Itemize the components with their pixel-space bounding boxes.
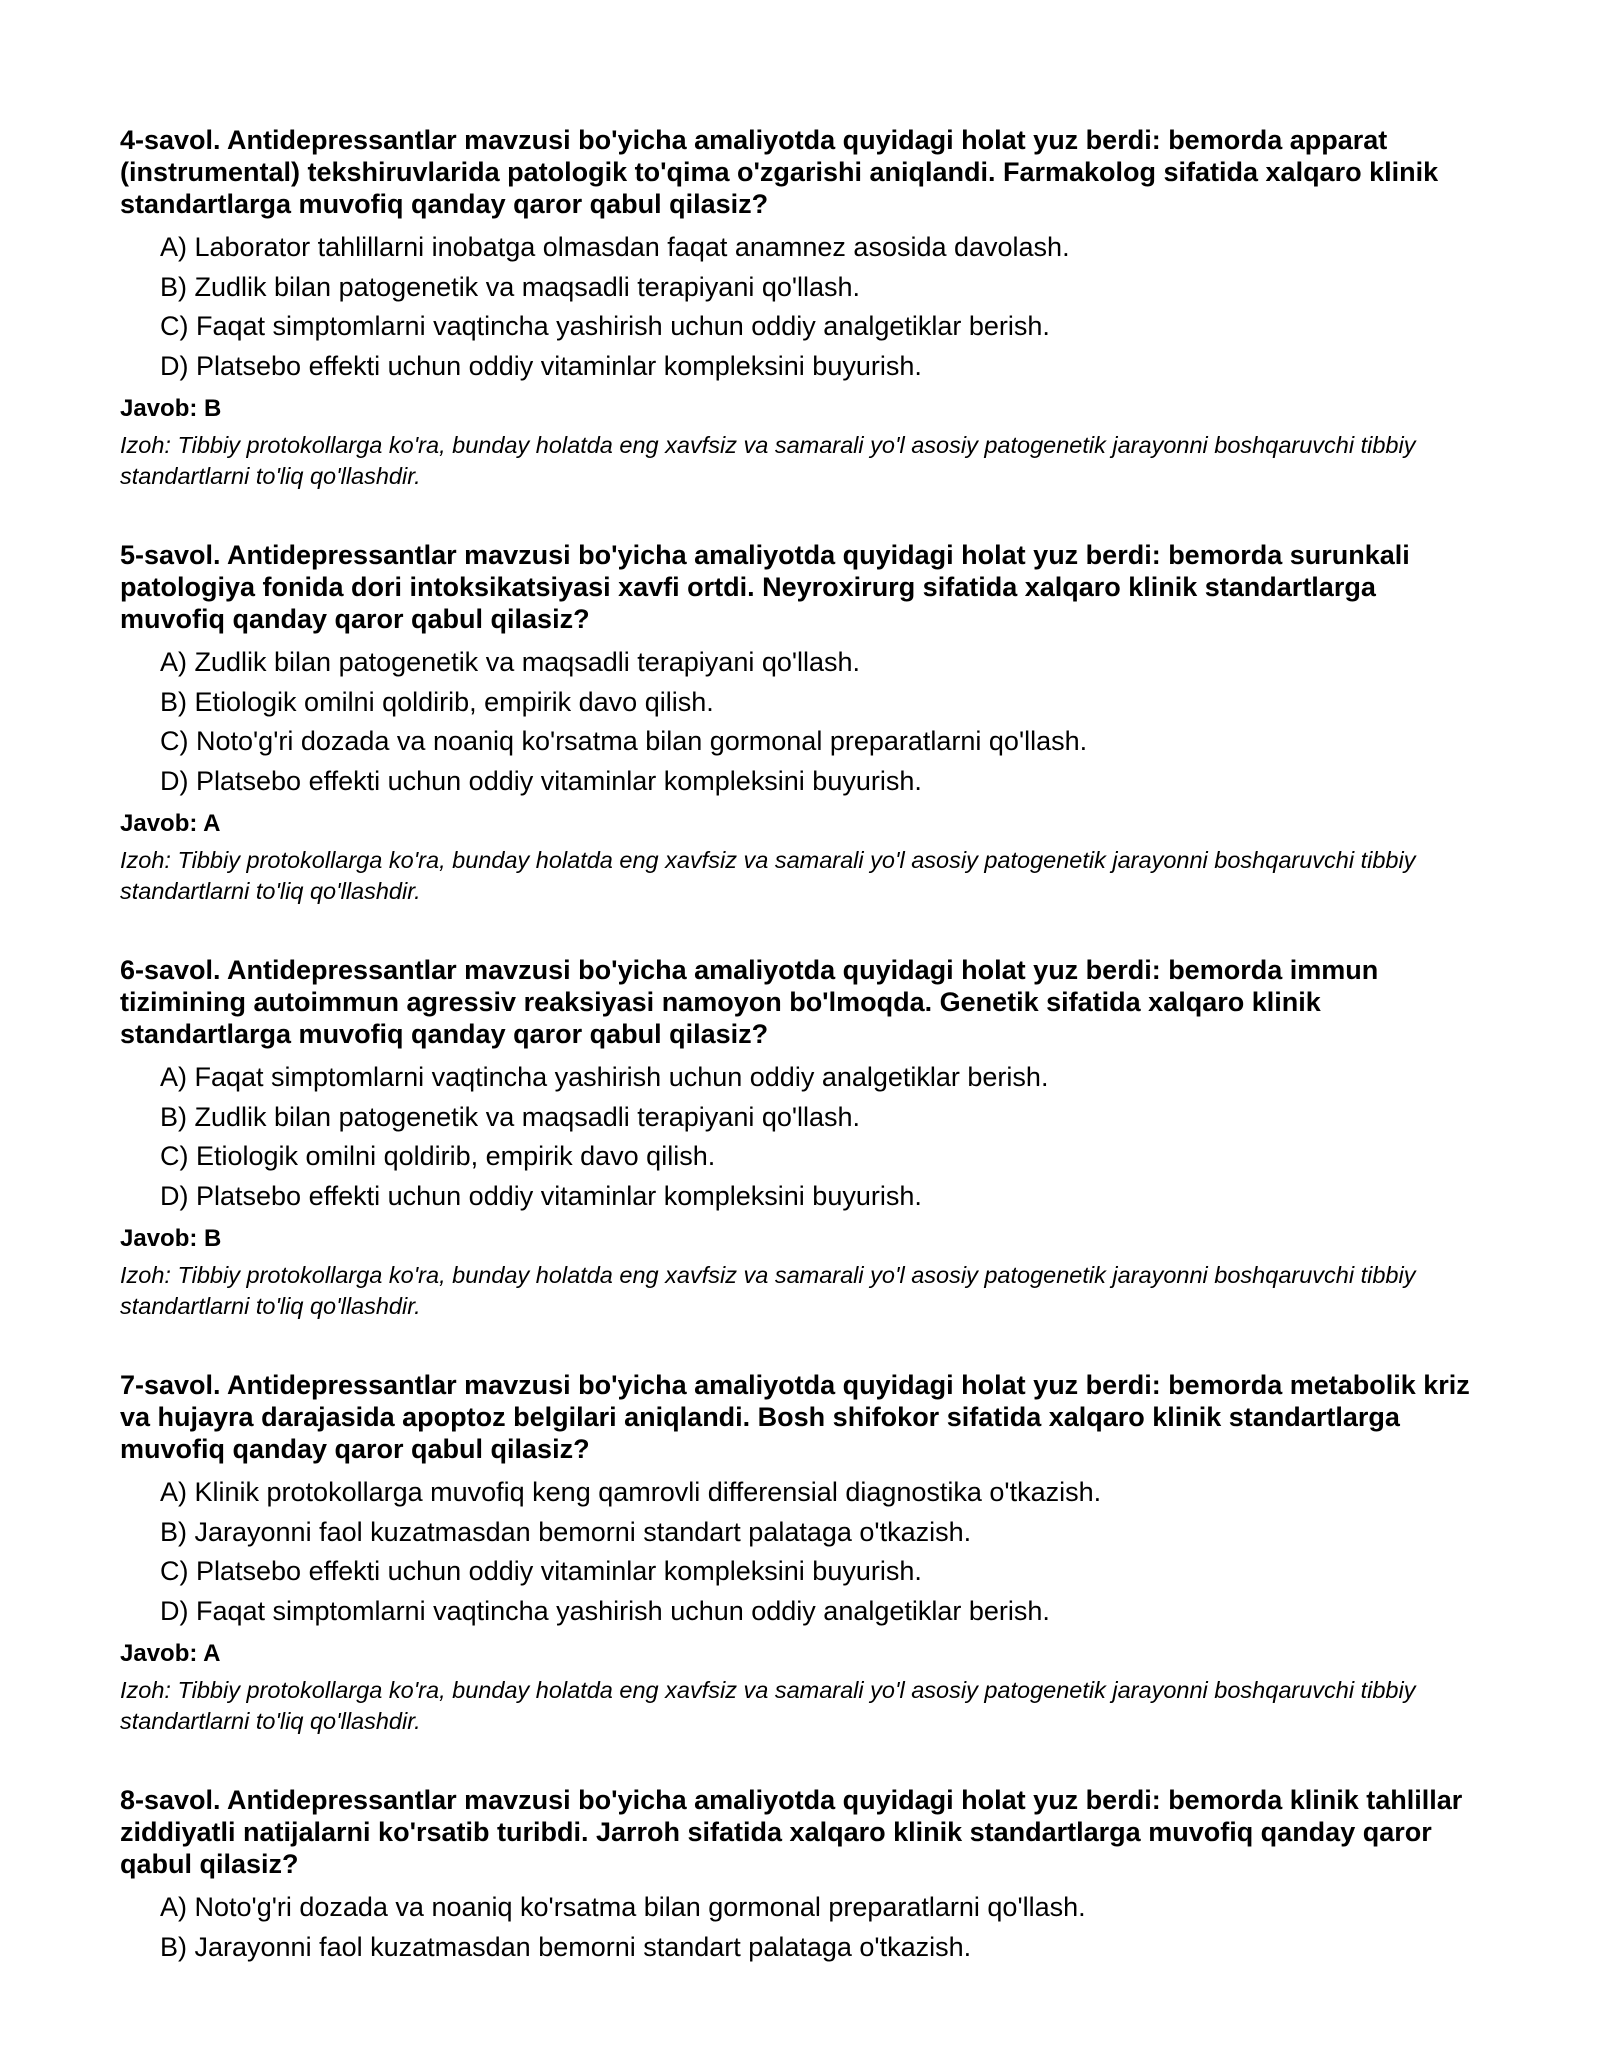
explanation-text: Izoh: Tibbiy protokollarga ko'ra, bunday holatda eng xavfsiz va samarali yo'l asosiy patogenetik jarayonni boshqaruvchi tibbiy standartlarni to'liq qo'llashdir. (120, 847, 1416, 904)
question-text: 7-savol. Antidepressantlar mavzusi bo'yicha amaliyotda quyidagi holat yuz berdi: bemorda metabolik kriz va hujayra darajasida apoptoz belgilari aniqlandi. Bosh shifokor sifatida xalqaro klinik standartlarga muvofiq qanday qaror qabul qilasiz? (120, 1370, 1470, 1464)
option-a: A) Klinik protokollarga muvofiq keng qamrovli differensial diagnostika o'tkazish. (160, 1477, 1102, 1507)
explanation-text: Izoh: Tibbiy protokollarga ko'ra, bunday holatda eng xavfsiz va samarali yo'l asosiy patogenetik jarayonni boshqaruvchi tibbiy standartlarni to'liq qo'llashdir. (120, 432, 1416, 489)
question-text: 8-savol. Antidepressantlar mavzusi bo'yicha amaliyotda quyidagi holat yuz berdi: bemorda klinik tahlillar ziddiyatli natijalarni ko'rsatib turibdi. Jarroh sifatida xalqaro klinik standartlarga muvofiq qanday qaror qabul qilasiz? (120, 1785, 1463, 1879)
option-c: C) Etiologik omilni qoldirib, empirik davo qilish. (160, 1141, 716, 1171)
question-block (120, 539, 1480, 907)
question-block (120, 124, 1480, 492)
answer-label: Javob: B (120, 1225, 222, 1252)
answer-label: Javob: B (120, 395, 222, 422)
question-text: 5-savol. Antidepressantlar mavzusi bo'yicha amaliyotda quyidagi holat yuz berdi: bemorda surunkali patologiya fonida dori intoksikatsiyasi xavfi ortdi. Neyroxirurg sifatida xalqaro klinik standartlarga muvofiq qanday qaror qabul qilasiz? (120, 540, 1410, 634)
option-list (120, 643, 1480, 801)
option-b: B) Etiologik omilni qoldirib, empirik davo qilish. (160, 686, 714, 717)
option-b: B) Jarayonni faol kuzatmasdan bemorni standart palataga o'tkazish. (160, 1931, 972, 1962)
option-a: A) Noto'g'ri dozada va noaniq ko'rsatma bilan gormonal preparatlarni qo'llash. (160, 1892, 1086, 1922)
option-b: B) Jarayonni faol kuzatmasdan bemorni standart palataga o'tkazish. (160, 1516, 972, 1547)
option-a: A) Zudlik bilan patogenetik va maqsadli terapiyani qo'llash. (160, 647, 861, 677)
answer-label: Javob: A (120, 1640, 221, 1667)
explanation-text: Izoh: Tibbiy protokollarga ko'ra, bunday holatda eng xavfsiz va samarali yo'l asosiy patogenetik jarayonni boshqaruvchi tibbiy standartlarni to'liq qo'llashdir. (120, 1677, 1416, 1734)
explanation-text: Izoh: Tibbiy protokollarga ko'ra, bunday holatda eng xavfsiz va samarali yo'l asosiy patogenetik jarayonni boshqaruvchi tibbiy standartlarni to'liq qo'llashdir. (120, 1262, 1416, 1319)
option-c: C) Platsebo effekti uchun oddiy vitaminlar kompleksini buyurish. (160, 1556, 922, 1586)
question-block (120, 1369, 1480, 1737)
option-d: D) Faqat simptomlarni vaqtincha yashirish uchun oddiy analgetiklar berish. (160, 1595, 1050, 1626)
option-c: C) Faqat simptomlarni vaqtincha yashirish uchun oddiy analgetiklar berish. (160, 311, 1050, 341)
option-list (120, 1058, 1480, 1216)
answer-label: Javob: A (120, 810, 221, 837)
question-text: 4-savol. Antidepressantlar mavzusi bo'yicha amaliyotda quyidagi holat yuz berdi: bemorda apparat (instrumental) tekshiruvlarida patologik to'qima o'zgarishi aniqlandi. Farmakolog sifatida xalqaro klinik standartlarga muvofiq qanday qaror qabul qilasiz? (120, 125, 1439, 219)
option-list (120, 228, 1480, 386)
option-c: C) Noto'g'ri dozada va noaniq ko'rsatma bilan gormonal preparatlarni qo'llash. (160, 726, 1088, 756)
option-a: A) Laborator tahlillarni inobatga olmasdan faqat anamnez asosida davolash. (160, 232, 1070, 262)
option-list (120, 1473, 1480, 1631)
option-d: D) Platsebo effekti uchun oddiy vitaminlar kompleksini buyurish. (160, 765, 922, 796)
question-text: 6-savol. Antidepressantlar mavzusi bo'yicha amaliyotda quyidagi holat yuz berdi: bemorda immun tizimining autoimmun agressiv reaksiyasi namoyon bo'lmoqda. Genetik sifatida xalqaro klinik standartlarga muvofiq qanday qaror qabul qilasiz? (120, 955, 1379, 1049)
option-d: D) Platsebo effekti uchun oddiy vitaminlar kompleksini buyurish. (160, 350, 922, 381)
option-b: B) Zudlik bilan patogenetik va maqsadli terapiyani qo'llash. (160, 271, 861, 302)
option-b: B) Zudlik bilan patogenetik va maqsadli terapiyani qo'llash. (160, 1101, 861, 1132)
option-list (120, 1888, 1480, 1967)
question-block (120, 1784, 1480, 1967)
option-d: D) Platsebo effekti uchun oddiy vitaminlar kompleksini buyurish. (160, 1180, 922, 1211)
option-a: A) Faqat simptomlarni vaqtincha yashirish uchun oddiy analgetiklar berish. (160, 1062, 1049, 1092)
question-block (120, 954, 1480, 1322)
